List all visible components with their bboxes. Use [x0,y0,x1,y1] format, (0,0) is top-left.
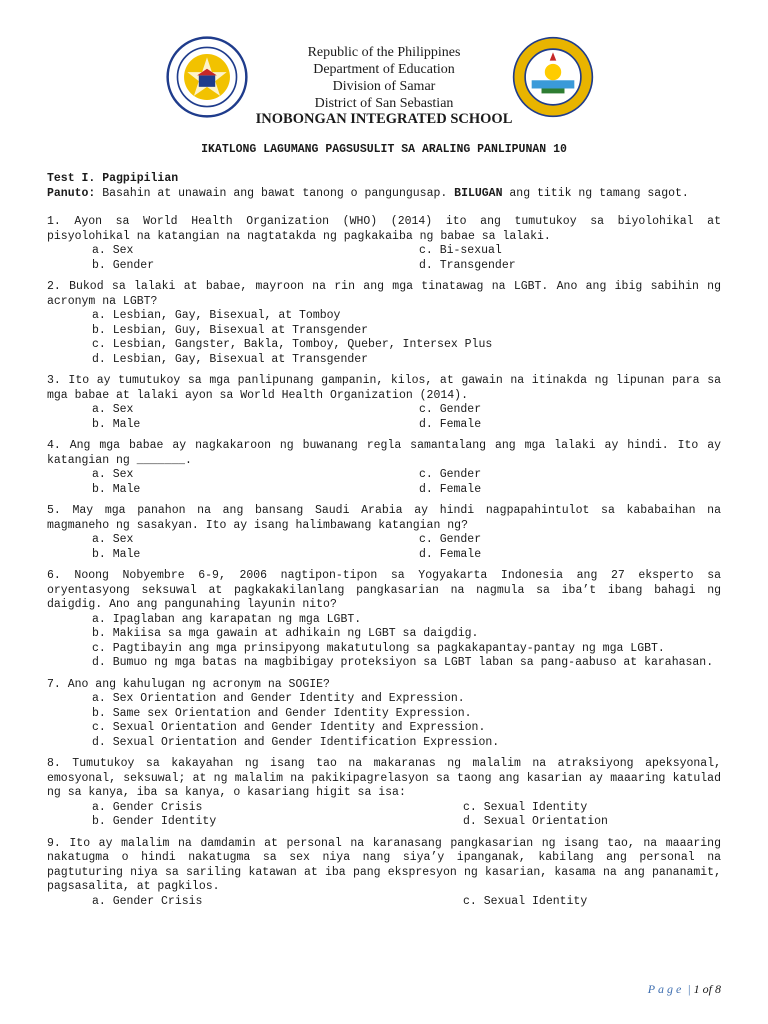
option-c: c. Lesbian, Gangster, Bakla, Tomboy, Queber, Intersex Plus [92,338,493,351]
header-district: District of San Sebastian [314,96,454,111]
option-a: a. Sex [92,533,134,546]
question-6 [47,569,721,671]
question-stem: 6. Noong Nobyembre 6-9, 2006 nagtipon-tipon sa Yogyakarta Indonesia ang 27 eksperto sa oryentasyong seksuwal at pagkakakilanlang pangkasarian na nagmula sa iba’t ibang bahagi ng daigdig. Ano ang pangunahing layunin nito? [47,569,721,611]
option-a: a. Sex [92,244,134,257]
option-b: b. Male [92,417,141,431]
question-stem: 4. Ang mga babae ay nagkakaroon ng buwanang regla samantalang ang mga lalaki ay hindi. Ito ay katangian ng _______. [47,439,721,467]
exam-title: IKATLONG LAGUMANG PAGSUSULIT SA ARALING PANLIPUNAN 10 [201,143,567,156]
option-c: c. Sexual Identity [463,800,588,814]
directions-text: Basahin at unawain ang bawat tanong o pangungusap. [95,186,455,200]
page-footer [648,982,721,997]
directions [47,187,721,202]
directions-emphasis: BILUGAN [454,186,503,200]
option-c: c. Sexual Orientation and Gender Identity and Expression. [92,721,486,734]
option-a: a. Lesbian, Gay, Bisexual, at Tomboy [92,309,341,322]
option-c: c. Sexual Identity [463,894,588,908]
question-3 [47,374,721,432]
question-1 [47,215,721,273]
question-stem: 5. May mga panahon na ang bansang Saudi Arabia ay hindi nagpapahintulot sa kababaihan na magmaneho ng sasakyan. Ito ay isang halimbawang katangian ng? [47,504,721,532]
option-d: d. Transgender [419,258,516,272]
option-d: d. Female [419,547,482,561]
option-b: b. Gender Identity [92,815,217,828]
question-9 [47,837,721,910]
option-d: d. Bumuo ng mga batas na magbibigay proteksiyon sa LGBT laban sa pang-aabuso at karahasan. [92,656,714,669]
option-d: d. Sexual Orientation and Gender Identification Expression. [92,735,500,749]
option-d: d. Female [419,482,482,496]
option-d: d. Sexual Orientation [463,815,608,828]
option-b: b. Gender [92,258,155,272]
question-4 [47,439,721,497]
option-b: b. Same sex Orientation and Gender Identity Expression. [92,706,472,720]
option-c: c. Bi-sexual [419,244,502,257]
directions-text-end: ang titik ng tamang sagot. [502,186,689,200]
option-d: d. Lesbian, Gay, Bisexual at Transgender [92,352,369,366]
question-stem: 9. Ito ay malalim na damdamin at personal na karanasang pangkasarian ng isang tao, na maaaring nakatugma o hindi nakatugma sa sex niya nang siya’y ipanganak, kabilang ang personal na pagtuturing niya sa sariling katawan at iba pang ekspresyon ng kasarian, kasama na ang pananamit, pagsasalita, at pagkilos. [47,836,721,893]
header-department: Department of Education [313,62,455,77]
option-a: a. Gender Crisis [92,800,203,814]
option-c: c. Gender [419,403,482,416]
option-c: c. Gender [419,468,482,481]
page-label: Page [647,982,685,996]
question-stem: 3. Ito ay tumutukoy sa mga panlipunang gampanin, kilos, at gawain na itinakda ng lipunan para sa mga babae at lalaki ayon sa World Health Organization (2014). [47,374,721,402]
footer-separator: | [687,982,691,996]
option-a: a. Sex [92,468,134,481]
question-stem: 2. Bukod sa lalaki at babae, mayroon na rin ang mga tinatawag na LGBT. Ano ang ibig sabihin ng acronym na LGBT? [47,280,721,308]
option-a: a. Sex [92,403,134,416]
option-c: c. Pagtibayin ang mga prinsipyong makatutulong sa pagkakapantay-pantay ng mga LGBT. [92,641,665,655]
header-division: Division of Samar [332,79,436,94]
page-number: 1 of 8 [693,982,721,996]
option-d: d. Female [419,417,482,431]
directions-label: Panuto: [47,186,96,200]
option-b: b. Male [92,547,141,561]
question-7 [47,678,721,751]
option-b: b. Lesbian, Guy, Bisexual at Transgender [92,323,369,337]
option-b: b. Makiisa sa mga gawain at adhikain ng LGBT sa daigdig. [92,627,479,640]
test-title: Test I. Pagpipilian [47,172,179,185]
option-b: b. Male [92,482,141,496]
header-country: Republic of the Philippines [307,45,461,60]
option-a: a. Gender Crisis [92,894,203,908]
option-a: a. Ipaglaban ang karapatan ng mga LGBT. [92,612,362,626]
question-stem: 8. Tumutukoy sa kakayahan ng isang tao na makaranas ng malalim na atraksiyong apeksyonal, emosyonal, seksuwal; at ng malalim na pakikipagrelasyon sa taong ang kasarian ay maaaring katulad ng sa kanya, iba sa kanya, o kasariang higit sa isa: [47,757,721,799]
option-a: a. Sex Orientation and Gender Identity and Expression. [92,692,465,705]
question-8 [47,757,721,830]
exam-content [47,172,721,916]
option-c: c. Gender [419,533,482,546]
question-2 [47,280,721,367]
school-name: INOBONGAN INTEGRATED SCHOOL [255,111,513,127]
question-5 [47,504,721,562]
question-stem: 7. Ano ang kahulugan ng acronym na SOGIE? [47,677,330,691]
question-stem: 1. Ayon sa World Health Organization (WHO) (2014) ito ang tumutukoy sa biyolohikal at pisyolohikal na katangian na nagtatakda ng pagkakaiba ng babae sa lalaki. [47,215,721,243]
